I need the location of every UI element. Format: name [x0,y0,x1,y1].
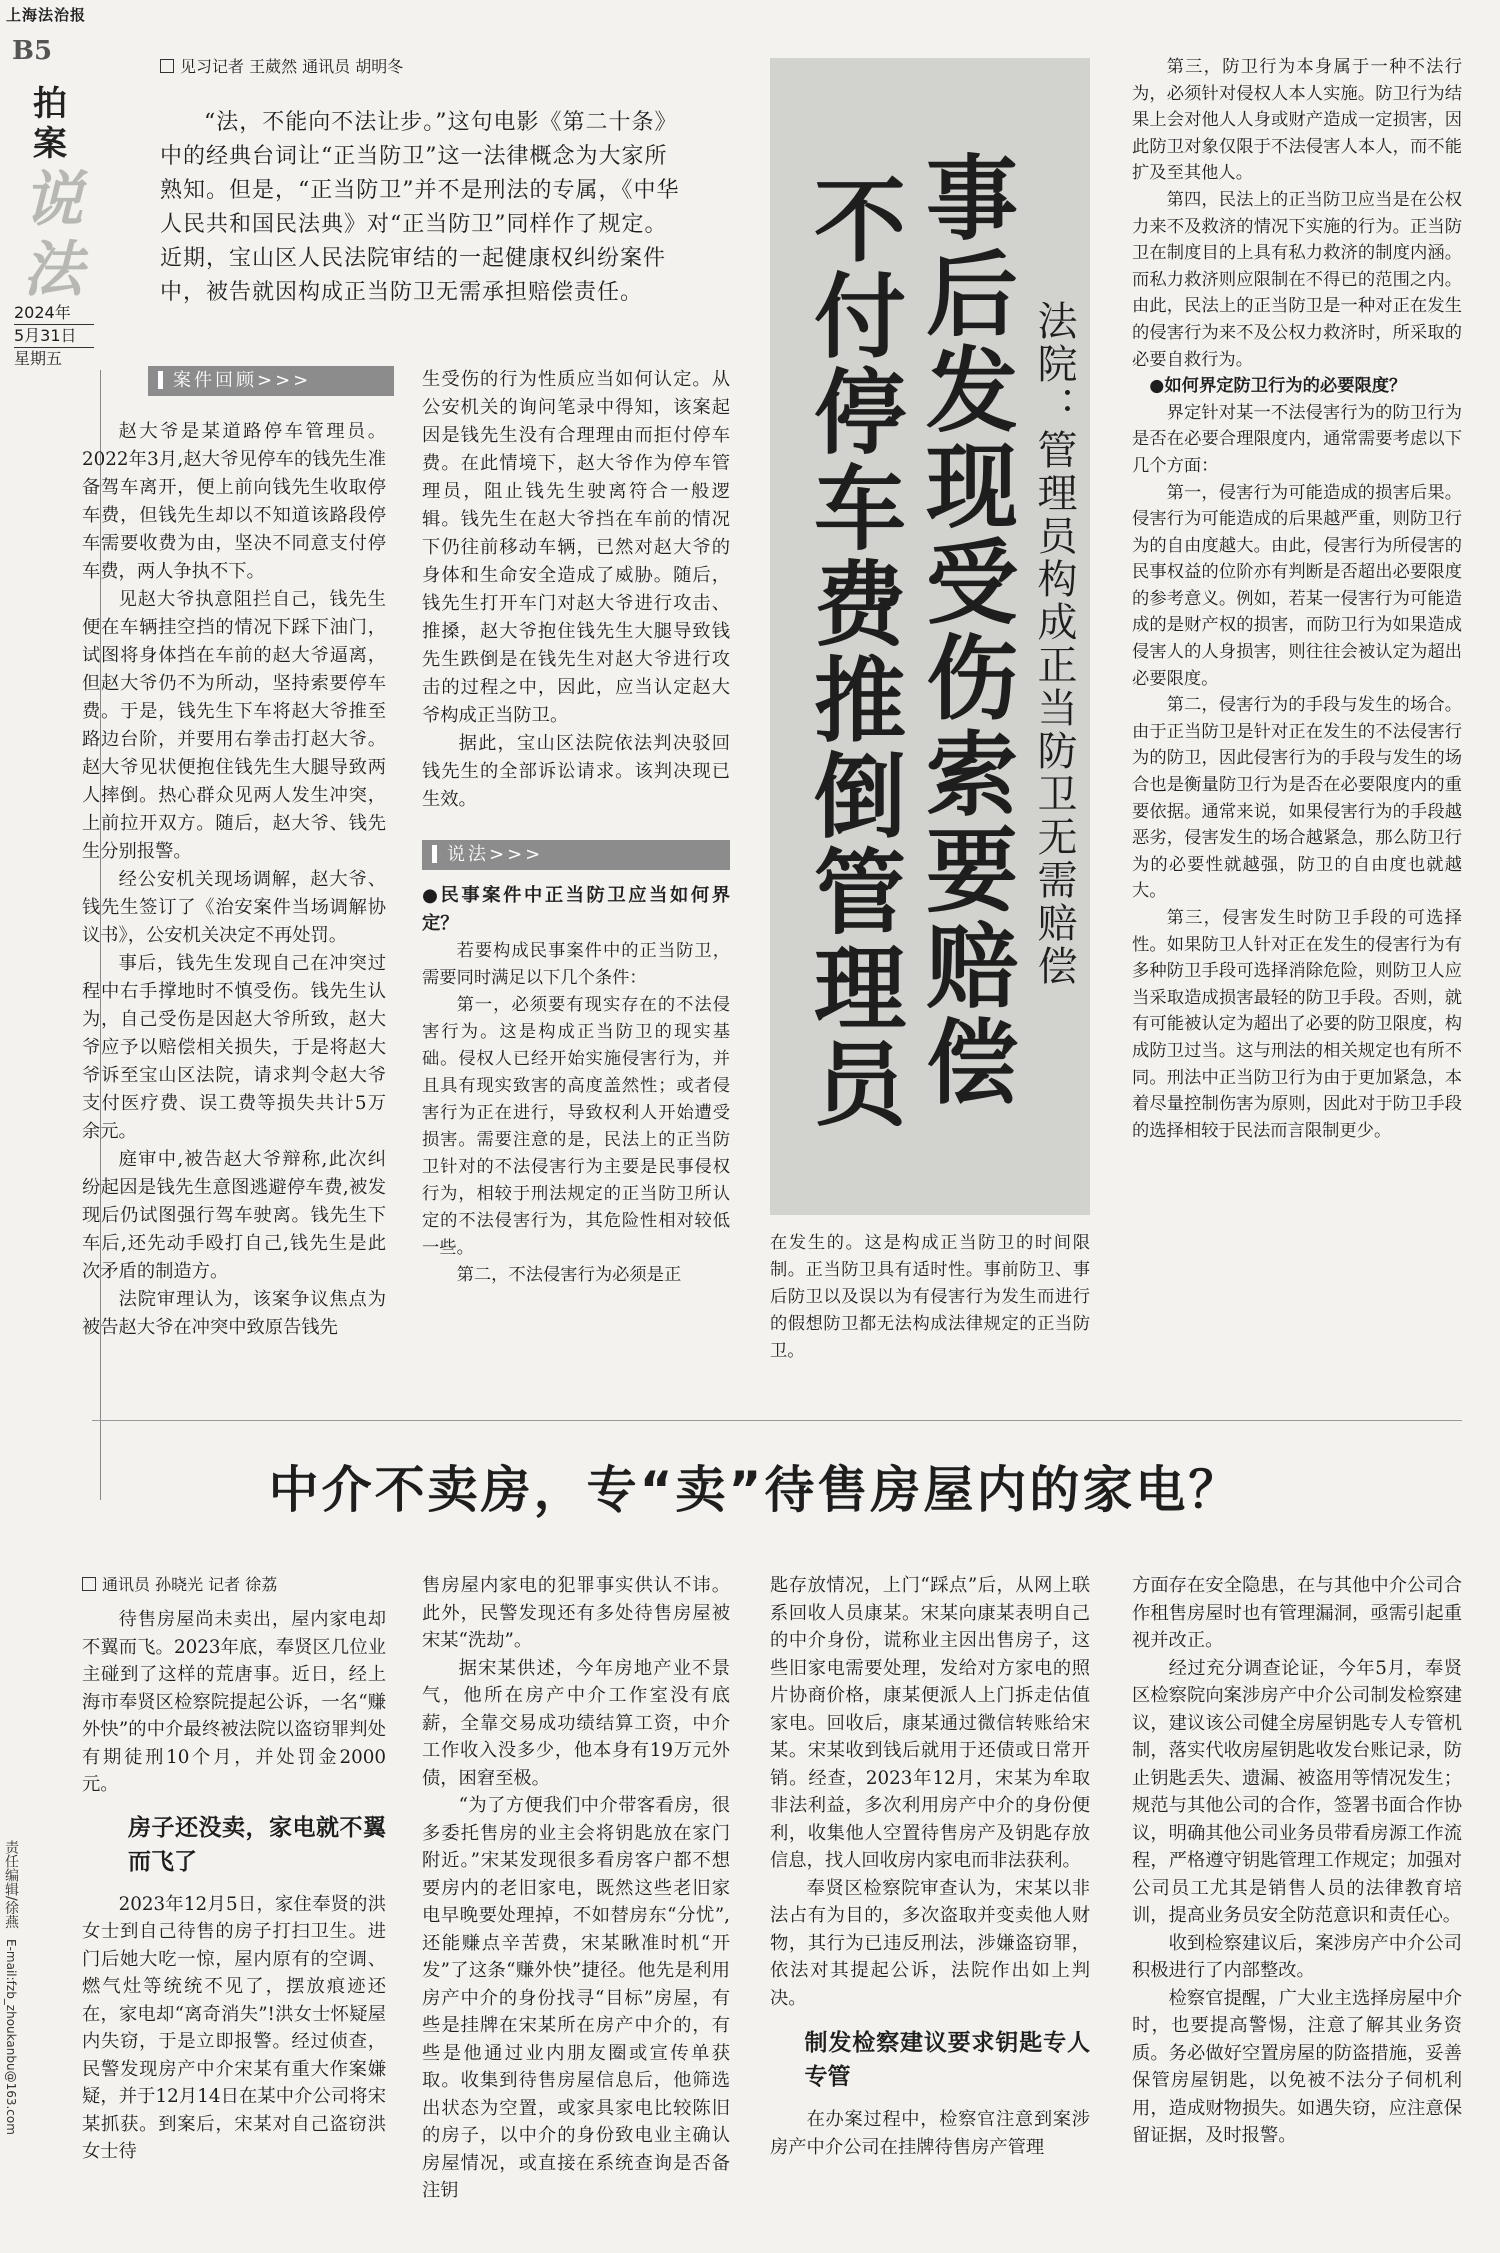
question-heading: ●如何界定防卫行为的必要限度？ [1149,376,1407,397]
article1-column-1 [82,418,386,1342]
paragraph: 见赵大爷执意阻拦自己，钱先生便在车辆挂空挡的情况下踩下油门，试图将身体挡在车前的赵大爷逼离，但赵大爷仍不为所动，坚持索要停车费。于是，钱先生下车将赵大爷推至路边台阶，并要用右拳击打赵大爷。赵大爷见状便抱住钱先生大腿导致两人摔倒。热心群众见两人发生冲突，上前拉开双方。随后，赵大爷、钱先生分别报警。 [82,589,386,862]
paragraph: 生受伤的行为性质应当如何认定。从公安机关的询问笔录中得知，该案起因是钱先生没有合理理由而拒付停车费。在此情境下，赵大爷作为停车管理员，阻止钱先生驶离符合一般逻辑。钱先生在赵大爷挡在车前的情况下仍往前移动车辆，已然对赵大爷的身体和生命安全造成了威胁。随后，钱先生打开车门对赵大爷进行攻击、推搡，赵大爷抱住钱先生大腿导致钱先生跌倒是在钱先生对赵大爷进行攻击的过程之中，因此，应当认定赵大爷构成正当防卫。 [422,369,730,726]
paragraph: 赵大爷是某道路停车管理员。2022年3月,赵大爷见停车的钱先生准备驾车离开，便上前向钱先生收取停车费，但钱先生却以不知道该路段停车需要收费为由，坚决不同意支付停车费，两人争执不下。 [82,421,386,582]
article2-column-3 [770,1572,1090,2161]
paragraph: 方面存在安全隐患，在与其他中介公司合作租售房屋时也有管理漏洞，亟需引起重视并改正。 [1132,1575,1462,1651]
paragraph: 经过充分调查论证，今年5月，奉贤区检察院向案涉房产中介公司制发检察建议，建议该公司健全房屋钥匙专人专管机制，落实代收房屋钥匙收发台账记录，防止钥匙丢失、遗漏、被盗用等情况发生；规范与其他公司的合作，签署书面合作协议，明确其他公司业务员带看房源工作流程，严格遵守钥匙管理工作规定；加强对公司员工尤其是销售人员的法律教育培训，提高业务员安全防范意识和责任心。 [1132,1657,1462,1926]
byline-box-icon [82,1577,96,1591]
article2-column-2 [422,1572,730,2205]
section-case-review: 案件回顾>>> [148,366,394,396]
paragraph: 待售房屋尚未卖出，屋内家电却不翼而飞。2023年底，奉贤区几位业主碰到了这样的荒唐事。近日，经上海市奉贤区检察院提起公诉，一名“赚外快”的中介最终被法院以盗窃罪判处有期徒刑10个月，并处罚金2000元。 [82,1609,386,1795]
paragraph: 在发生的。这是构成正当防卫的时间限制。正当防卫具有适时性。事前防卫、事后防卫以及误以为有侵害行为发生而进行的假想防卫都无法构成法律规定的正当防卫。 [770,1233,1090,1361]
section-marker-icon [432,845,437,863]
paragraph: 匙存放情况，上门“踩点”后，从网上联系回收人员康某。宋某向康某表明自己的中介身份，谎称业主因出售房子，这些旧家电需要处理，发给对方家电的照片协商价格，康某便派人上门拆走估值家电。回收后，康某通过微信转账给宋某。宋某收到钱后就用于还债或日常开销。经查，2023年12月，宋某为牟取非法利益，多次利用房产中介的身份便利，收集他人空置待售房产及钥匙存放信息，找人回收房内家电而非法获利。 [770,1575,1090,1871]
question-heading: ●民事案件中正当防卫应当如何界定？ [422,885,730,934]
paragraph: 第二，不法侵害行为必须是正 [456,1265,682,1285]
paragraph: 奉贤区检察院审查认为，宋某以非法占有为目的，多次盗取并变卖他人财物，其行为已违反刑法，涉嫌盗窃罪，依法对其提起公诉，法院作出如上判决。 [770,1877,1090,2009]
issue-year: 2024年 [14,303,71,322]
section-subtitle: 说法 [23,165,83,305]
byline-box-icon [160,59,174,73]
article2-column-1 [82,1606,386,2166]
paragraph: 经公安机关现场调解，赵大爷、钱先生签订了《治安案件当场调解协议书》，公安机关决定不再处罚。 [82,869,386,946]
paragraph: 第二，侵害行为的手段与发生的场合。由于正当防卫是针对正在发生的不法侵害行为的防卫，因此侵害行为的手段与发生的场合也是衡量防卫行为是否在必要限度内的重要依据。通常来说，如果侵害行为的手段越恶劣，侵害发生的场合越紧急，那么防卫行为的必要性就越强，防卫的自由度也就越大。 [1132,695,1462,902]
issue-day: 5月31日 [14,324,94,348]
paragraph: “为了方便我们中介带客看房，很多委托售房的业主会将钥匙放在家门附近。”宋某发现很多看房客户都不想要房内的老旧家电，既然这些老旧家电早晚要处理掉，不如替房东“分忧”,还能赚点辛苦费，宋某瞅准时机“开发”了这条“赚外快”捷径。他先是利用房产中介的身份找寻“目标”房屋，有些是挂牌在宋某所在房产中介的，有些是他通过业内朋友圈或宣传单获取。收集到待售房屋信息后，他筛选出状态为空置，或家具家电比较陈旧的房子，以中介的身份致电业主确认房屋情况，或直接在系统查询是否备注钥 [422,1795,730,2201]
article1-column-2 [422,366,730,1289]
paragraph: 第四，民法上的正当防卫应当是在公权力来不及救济的情况下实施的行为。正当防卫在制度目的上具有私力救济的制度内涵。而私力救济则应限制在不得已的范围之内。由此，民法上的正当防卫是一种对正在发生的侵害行为来不及公权力救济时，所采取的必要自救行为。 [1132,189,1462,370]
section-title: 拍案 [33,84,67,164]
paragraph: 第一，侵害行为可能造成的损害后果。侵害行为可能造成的后果越严重，则防卫行为的自由度越大。由此，侵害行为所侵害的民事权益的位阶亦有判断是否超出必要限度的参考意义。例如，若某一侵害行为可能造成的是财产权的损害，而防卫行为如果造成侵害人的人身损害，则往往会被认定为超出必要限度。 [1132,482,1462,689]
paragraph: 事后，钱先生发现自己在冲突过程中右手撑地时不慎受伤。钱先生认为，自己受伤是因赵大爷所致，赵大爷应予以赔偿相关损失，于是将赵大爷诉至宝山区法院，请求判令赵大爷支付医疗费、误工费等损失共计5万余元。 [82,953,386,1142]
article2-subtitle-1: 房子还没卖，家电就不翼而飞了 [128,1814,386,1875]
article1-byline: 见习记者 王葳然 通讯员 胡明冬 [160,54,403,77]
paragraph: 第一，必须要有现实存在的不法侵害行为。这是构成正当防卫的现实基础。侵权人已经开始实施侵害行为，并且具有现实致害的高度盖然性；或者侵害行为正在进行，导致权利人开始遭受损害。需要注意的是，民法上的正当防卫针对的不法侵害行为主要是民事侵权行为，相较于刑法规定的正当防卫所认定的不法侵害行为，其危险性相对较低一些。 [422,995,730,1258]
paragraph: 第三，侵害发生时防卫手段的可选择性。如果防卫人针对正在发生的侵害行为有多种防卫手段可选择消除危险，则防卫人应当采取造成损害最轻的防卫手段。否则，就有可能被认定为超出了必要的防卫限度，构成防卫过当。这与刑法的相关规定也有所不同。刑法中正当防卫行为由于更加紧急，本着尽量控制伤害为原则，因此对于防卫手段的选择相较于民法而言限制更少。 [1132,908,1462,1141]
article2-byline: 通讯员 孙晓光 记者 徐荔 [82,1572,277,1595]
section-law: 说法>>> [422,840,730,870]
article1-column-4 [1132,54,1462,1144]
paragraph: 第三，防卫行为本身属于一种不法行为，必须针对侵权人本人实施。防卫行为结果上会对他人人身或财产造成一定损害，因此防卫对象仅限于不法侵害人本人，而不能扩及至其他人。 [1132,57,1462,184]
editor-email: E-mail:fzb_zhoukanbu@163.com [4,1939,18,2136]
article-divider [92,1420,1462,1421]
newspaper-masthead: 上海法治报 [6,6,87,24]
article1-subtitle: 法院：管理员构成正当防卫无需赔偿 [1031,300,1077,988]
editor-name: 责任编辑/徐燕 [3,1840,19,1929]
article1-lead: “法，不能向不法让步。”这句电影《第二十条》中的经典台词让“正当防卫”这一法律概念为大家所熟知。但是，“正当防卫”并不是刑法的专属，《中华人民共和国民法典》对“正当防卫”同样作了规定。近期，宝山区人民法院审结的一起健康权纠纷案件中，被告就因构成正当防卫无需承担赔偿责任。 [160,110,680,305]
issue-weekday: 星期五 [14,349,63,368]
section-marker-icon [158,371,163,389]
issue-date [14,302,94,370]
paragraph: 界定针对某一不法侵害行为的防卫行为是否在必要合理限度内，通常需要考虑以下几个方面： [1132,402,1462,476]
article2-column-4 [1132,1572,1462,2150]
article1-title-line1: 事后发现受伤索要赔偿 [911,150,1018,1110]
paragraph: 据此，宝山区法院依法判决驳回钱先生的全部诉讼请求。该判决现已生效。 [422,733,730,810]
editor-credit [2,1840,20,2135]
paragraph: 收到检察建议后，案涉房产中介公司积极进行了内部整改。 [1132,1932,1462,1981]
article1-title-line2: 不付停车费推倒管理员 [799,172,906,1132]
article2-title: 中介不卖房，专“卖”待售房屋内的家电？ [268,1461,1242,1519]
paragraph: 2023年12月5日，家住奉贤的洪女士到自己待售的房子打扫卫生。进门后她大吃一惊，屋内原有的空调、燃气灶等统统不见了，摆放痕迹还在，家电却“离奇消失”!洪女士怀疑屋内失窃，于是立即报警。经过侦查，民警发现房产中介宋某有重大作案嫌疑，并于12月14日在某中介公司将宋某抓获。到案后，宋某对自己盗窃洪女士待 [82,1893,386,2162]
paragraph: 据宋某供述，今年房地产业不景气，他所在房产中介工作室没有底薪，全靠交易成功绩结算工资，中介工作收入没多少，他本身有19万元外债，困窘至极。 [422,1657,730,1789]
paragraph: 售房屋内家电的犯罪事实供认不讳。此外，民警发现还有多处待售房屋被宋某“洗劫”。 [422,1575,730,1651]
article2-subtitle-2: 制发检察建议要求钥匙专人专管 [804,2030,1090,2090]
paragraph: 若要构成民事案件中的正当防卫，需要同时满足以下几个条件： [422,941,730,988]
page-number: B5 [12,36,53,66]
paragraph: 法院审理认为，该案争议焦点为被告赵大爷在冲突中致原告钱先 [82,1289,386,1338]
article1-column-3 [770,1230,1090,1365]
paragraph: 庭审中,被告赵大爷辩称,此次纠纷起因是钱先生意图逃避停车费,被发现后仍试图强行驾车驶离。钱先生下车后,还先动手殴打自己,钱先生是此次矛盾的制造方。 [82,1149,386,1282]
paragraph: 检察官提醒，广大业主选择房屋中介时，也要提高警惕，注意了解其业务资质。务必做好空置房屋的防盗措施，妥善保管房屋钥匙，以免被不法分子伺机利用，造成财物损失。如遇失窃，应注意保留证据，及时报警。 [1132,1987,1462,2146]
paragraph: 在办案过程中，检察官注意到案涉房产中介公司在挂牌待售房产管理 [770,2109,1090,2158]
